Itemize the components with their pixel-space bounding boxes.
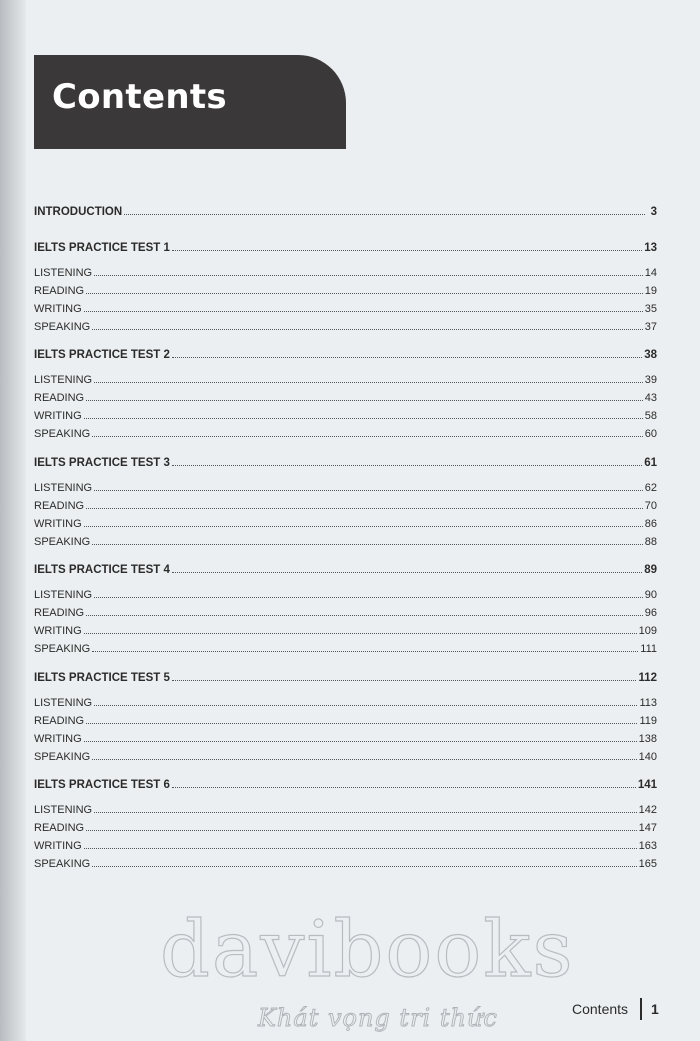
dot-leader <box>84 418 643 419</box>
dot-leader <box>84 633 637 634</box>
dot-leader <box>86 400 643 401</box>
toc-entry-label: SPEAKING <box>34 643 91 655</box>
footer-section-label: Contents <box>572 1001 629 1017</box>
toc-entry-label: IELTS PRACTICE TEST 4 <box>34 564 170 576</box>
toc-subsection-entry <box>34 424 657 440</box>
dot-leader <box>86 615 643 616</box>
toc-subsection-entry <box>34 263 657 279</box>
dot-leader <box>172 572 642 573</box>
toc-section-entry <box>34 668 657 684</box>
toc-entry-page: 14 <box>644 267 657 279</box>
toc-entry-label: READING <box>34 607 85 619</box>
toc-entry-label: WRITING <box>34 303 82 315</box>
toc-subsection-entry <box>34 317 657 333</box>
dot-leader <box>92 329 643 330</box>
toc-entry-label: SPEAKING <box>34 428 91 440</box>
toc-entry-label: READING <box>34 822 85 834</box>
toc-entry-label: LISTENING <box>34 374 93 386</box>
toc-entry-label: LISTENING <box>34 589 93 601</box>
toc-entry-page: 140 <box>638 751 657 763</box>
toc-entry-page: 37 <box>644 321 657 333</box>
toc-entry-label: LISTENING <box>34 697 93 709</box>
toc-entry-label: READING <box>34 500 85 512</box>
toc-section-entry <box>34 202 657 218</box>
toc-entry-page: 112 <box>638 672 657 684</box>
dot-leader <box>86 723 637 724</box>
toc-entry-page: 138 <box>638 733 657 745</box>
toc-entry-page: 58 <box>644 410 657 422</box>
toc-entry-page: 38 <box>644 349 657 361</box>
dot-leader <box>124 214 645 215</box>
toc-entry-label: LISTENING <box>34 804 93 816</box>
toc-entry-label: READING <box>34 285 85 297</box>
toc-entry-label: IELTS PRACTICE TEST 1 <box>34 242 170 254</box>
toc-subsection-entry <box>34 621 657 637</box>
toc-entry-page: 43 <box>644 392 657 404</box>
toc-entry-label: READING <box>34 392 85 404</box>
footer-page-number: 1 <box>651 1001 659 1017</box>
toc-subsection-entry <box>34 818 657 834</box>
toc-entry-page: 113 <box>639 697 657 709</box>
dot-leader <box>92 866 636 867</box>
toc-entry-label: LISTENING <box>34 267 93 279</box>
dot-leader <box>86 830 637 831</box>
dot-leader <box>172 250 642 251</box>
toc-entry-page: 141 <box>637 779 657 791</box>
toc-subsection-entry <box>34 800 657 816</box>
toc-subsection-entry <box>34 854 657 870</box>
footer-divider <box>640 998 642 1020</box>
dot-leader <box>94 490 643 491</box>
toc-subsection-entry <box>34 693 657 709</box>
dot-leader <box>94 597 643 598</box>
toc-entry-page: 165 <box>638 858 657 870</box>
dot-leader <box>86 508 643 509</box>
toc-subsection-entry <box>34 836 657 852</box>
toc-subsection-entry <box>34 729 657 745</box>
toc-entry-page: 142 <box>638 804 657 816</box>
dot-leader <box>94 275 643 276</box>
dot-leader <box>92 544 643 545</box>
dot-leader <box>84 741 637 742</box>
toc-entry-label: READING <box>34 715 85 727</box>
dot-leader <box>84 311 643 312</box>
toc-entry-page: 86 <box>644 518 657 530</box>
dot-leader <box>94 382 643 383</box>
toc-entry-label: IELTS PRACTICE TEST 2 <box>34 349 170 361</box>
toc-entry-label: WRITING <box>34 733 82 745</box>
toc-entry-page: 88 <box>644 536 657 548</box>
toc-entry-page: 111 <box>640 643 657 655</box>
toc-section-entry <box>34 560 657 576</box>
toc-subsection-entry <box>34 711 657 727</box>
page-title: Contents <box>52 77 227 117</box>
toc-section-entry <box>34 238 657 254</box>
toc-entry-page: 35 <box>644 303 657 315</box>
toc-subsection-entry <box>34 639 657 655</box>
toc-section-entry <box>34 775 657 791</box>
toc-entry-page: 3 <box>650 206 657 218</box>
toc-subsection-entry <box>34 388 657 404</box>
dot-leader <box>92 759 636 760</box>
toc-entry-label: WRITING <box>34 518 82 530</box>
toc-entry-label: WRITING <box>34 840 82 852</box>
toc-subsection-entry <box>34 603 657 619</box>
toc-subsection-entry <box>34 478 657 494</box>
toc-subsection-entry <box>34 747 657 763</box>
toc-entry-page: 89 <box>644 564 657 576</box>
toc-entry-page: 163 <box>638 840 657 852</box>
toc-entry-page: 39 <box>644 374 657 386</box>
page-gutter-shadow <box>0 0 26 1041</box>
dot-leader <box>92 651 638 652</box>
toc-subsection-entry <box>34 496 657 512</box>
dot-leader <box>94 705 637 706</box>
toc-entry-label: IELTS PRACTICE TEST 6 <box>34 779 170 791</box>
dot-leader <box>84 848 637 849</box>
toc-entry-label: LISTENING <box>34 482 93 494</box>
toc-entry-page: 147 <box>638 822 657 834</box>
dot-leader <box>172 357 642 358</box>
dot-leader <box>84 526 643 527</box>
toc-entry-label: WRITING <box>34 625 82 637</box>
toc-entry-page: 19 <box>644 285 657 297</box>
toc-section-entry <box>34 453 657 469</box>
toc-entry-label: INTRODUCTION <box>34 206 123 218</box>
toc-subsection-entry <box>34 514 657 530</box>
title-banner <box>34 55 346 149</box>
toc-entry-label: SPEAKING <box>34 751 91 763</box>
toc-subsection-entry <box>34 370 657 386</box>
dot-leader <box>94 812 637 813</box>
toc-entry-page: 96 <box>644 607 657 619</box>
toc-entry-page: 61 <box>644 457 657 469</box>
dot-leader <box>86 293 643 294</box>
toc-entry-label: SPEAKING <box>34 321 91 333</box>
toc-entry-label: IELTS PRACTICE TEST 5 <box>34 672 170 684</box>
toc-subsection-entry <box>34 406 657 422</box>
toc-entry-page: 13 <box>644 242 657 254</box>
toc-entry-page: 119 <box>639 715 657 727</box>
toc-entry-label: WRITING <box>34 410 82 422</box>
toc-section-entry <box>34 345 657 361</box>
toc-subsection-entry <box>34 532 657 548</box>
toc-entry-page: 109 <box>638 625 657 637</box>
toc-entry-label: SPEAKING <box>34 536 91 548</box>
dot-leader <box>92 436 643 437</box>
watermark-tagline: Khát vọng tri thức <box>258 1004 498 1032</box>
toc-entry-page: 62 <box>644 482 657 494</box>
toc-entry-label: IELTS PRACTICE TEST 3 <box>34 457 170 469</box>
toc-entry-page: 60 <box>644 428 657 440</box>
toc-subsection-entry <box>34 281 657 297</box>
watermark-brand: davibooks <box>160 905 575 995</box>
dot-leader <box>172 680 637 681</box>
toc-entry-page: 70 <box>644 500 657 512</box>
dot-leader <box>172 787 636 788</box>
toc-subsection-entry <box>34 299 657 315</box>
toc-entry-page: 90 <box>644 589 657 601</box>
toc-subsection-entry <box>34 585 657 601</box>
dot-leader <box>172 465 642 466</box>
toc-entry-label: SPEAKING <box>34 858 91 870</box>
